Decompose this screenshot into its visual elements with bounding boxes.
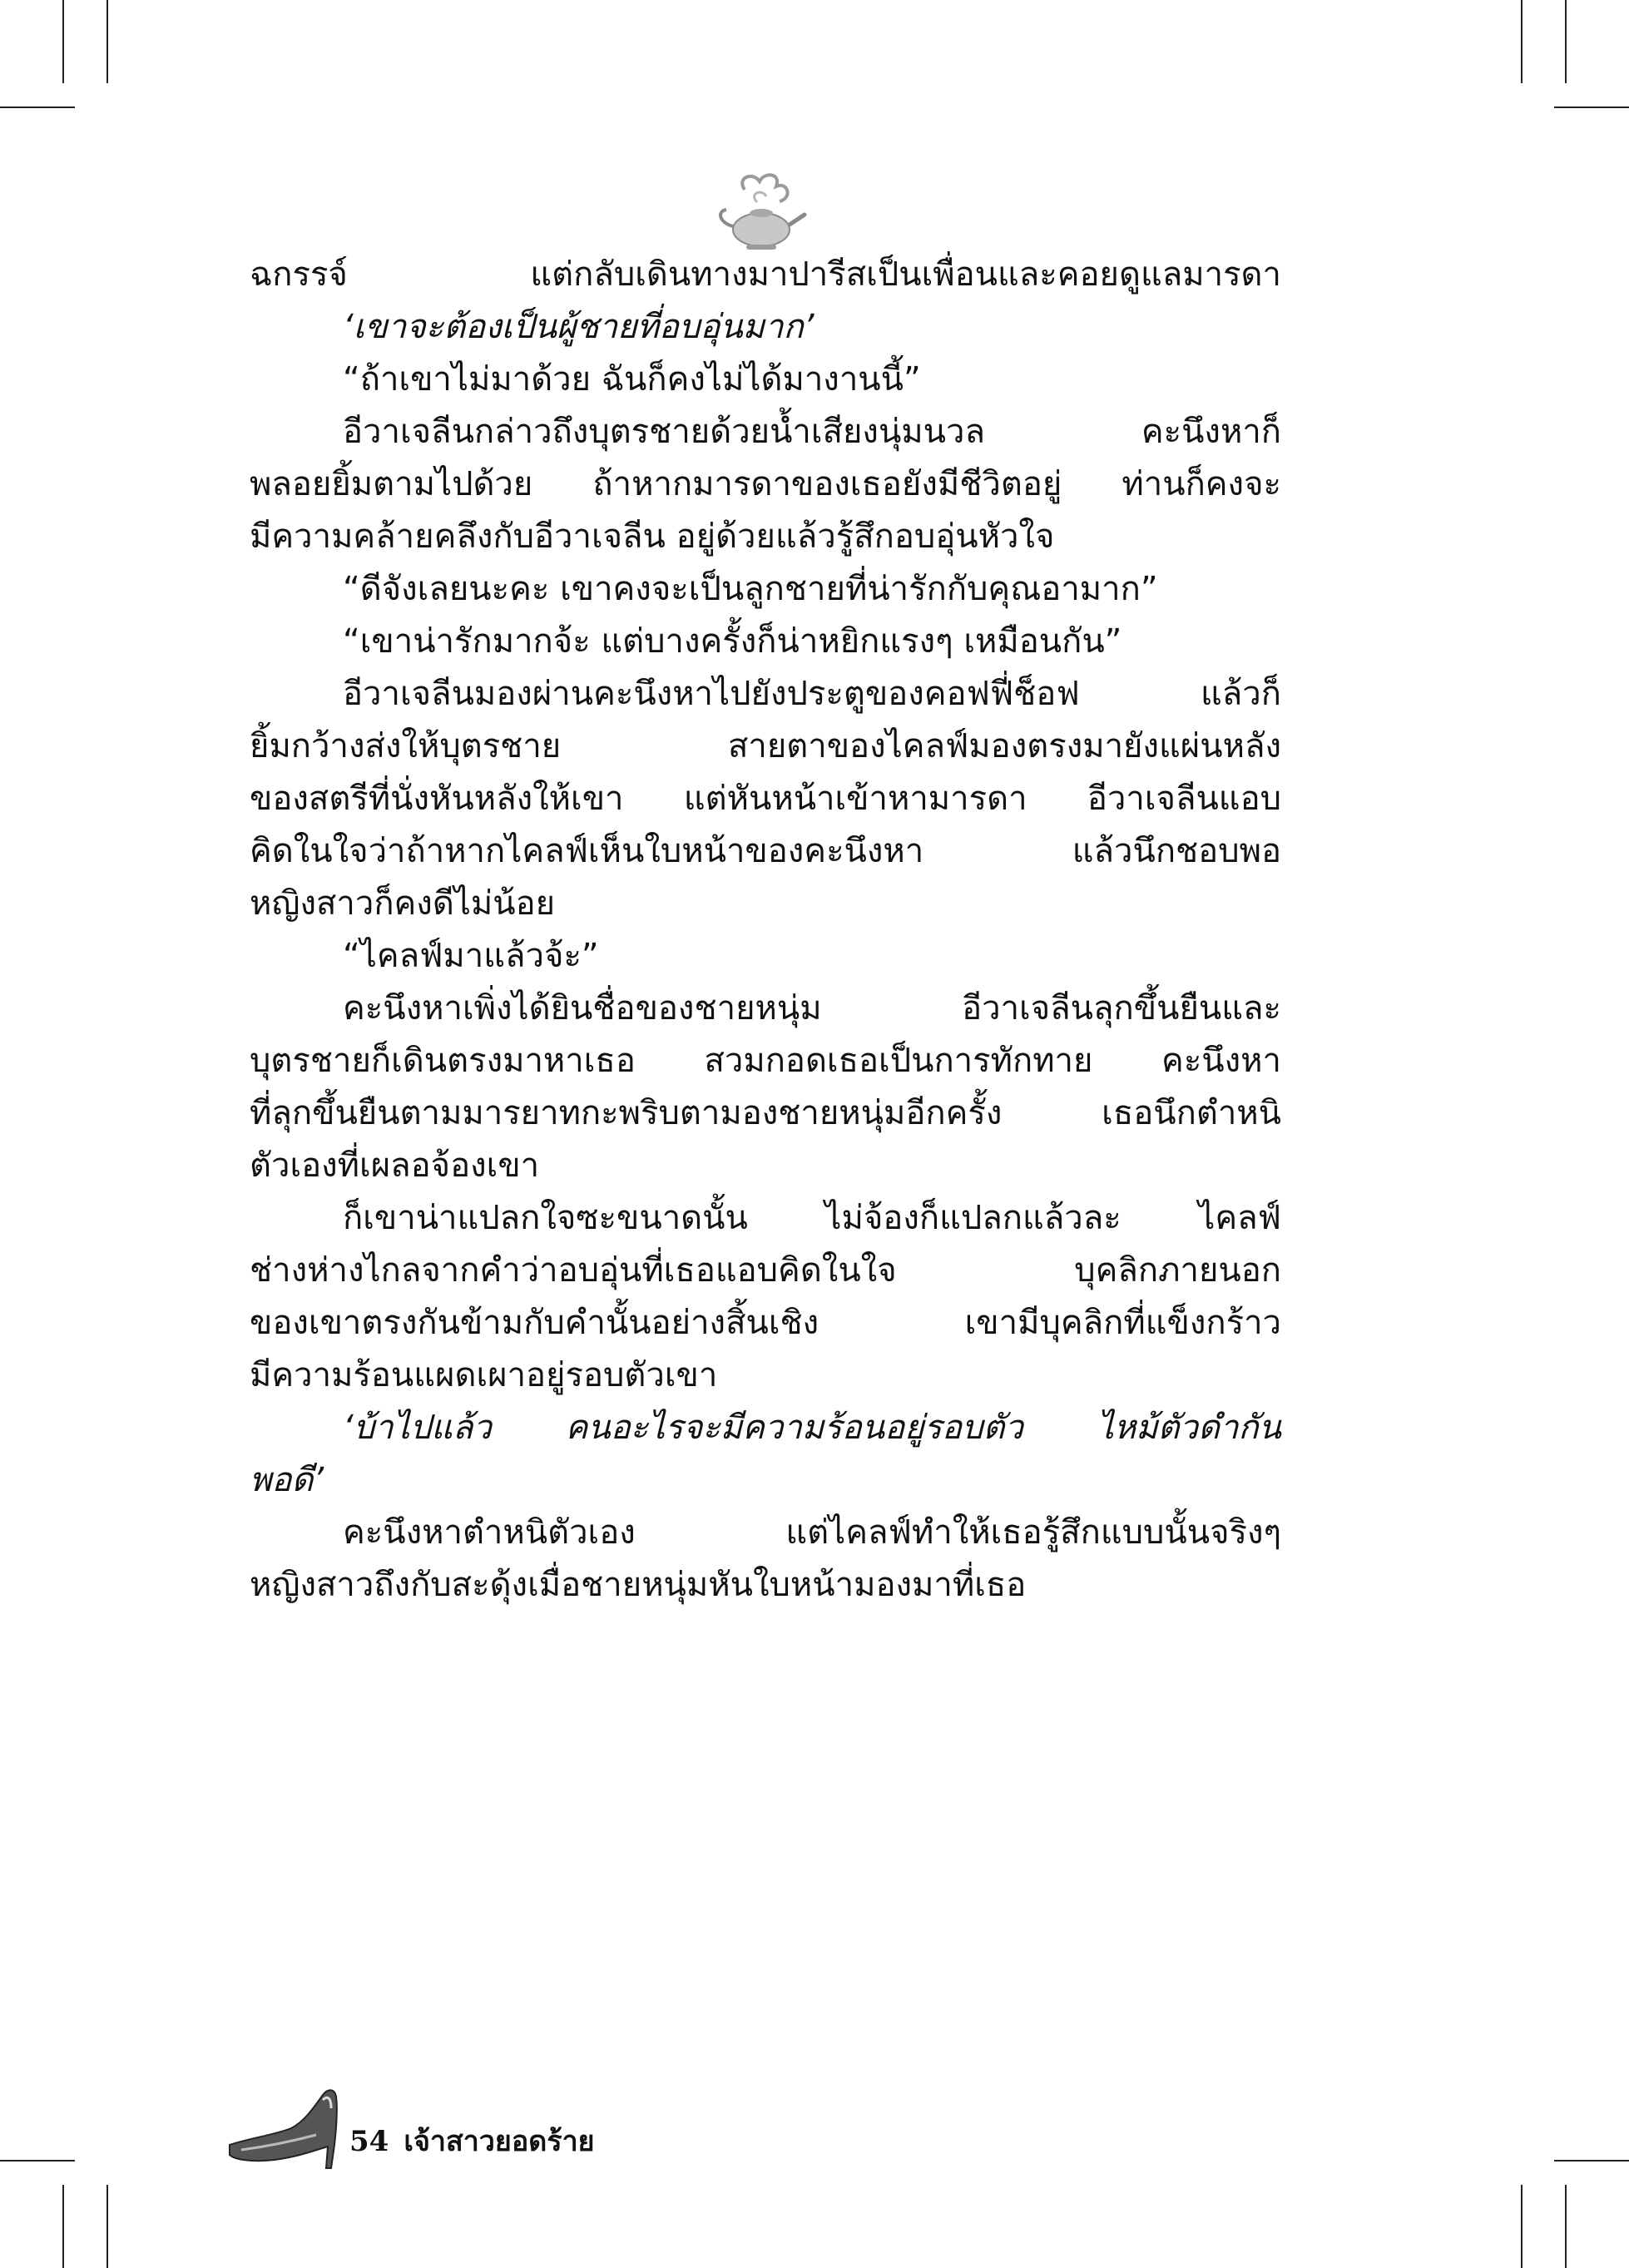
crop-mark [1521,2185,1523,2268]
high-heel-shoe-icon [225,2080,349,2171]
crop-mark [106,0,108,83]
paragraph-line: มีความคล้ายคลึงกับอีวาเจลีน อยู่ด้วยแล้วรู้สึกอบอุ่นหัวใจ [250,517,1055,556]
paragraph-line: คิดในใจว่าถ้าหากไคลฟ์เห็นใบหน้าของคะนึงหา แล้วนึกชอบพอ [250,832,1281,870]
crop-mark [1565,0,1567,83]
paragraph-line: อีวาเจลีนกล่าวถึงบุตรชายด้วยน้ำเสียงนุ่มนวล คะนึงหาก็ [343,413,1281,451]
paragraph-line: “ถ้าเขาไม่มาด้วย ฉันก็คงไม่ได้มางานนี้” [343,360,921,399]
crop-mark [0,106,75,108]
paragraph-line: ของเขาตรงกันข้ามกับคำนั้นอย่างสิ้นเชิง เขามีบุคลิกที่แข็งกร้าว [250,1304,1281,1342]
page-footer [225,2080,724,2171]
paragraph-line: หญิงสาวก็คงดีไม่น้อย [250,884,556,923]
paragraph-line: ช่างห่างไกลจากคำว่าอบอุ่นที่เธอแอบคิดในใจ บุคลิกภายนอก [250,1251,1281,1290]
paragraph-line: พลอยยิ้มตามไปด้วย ถ้าหากมารดาของเธอยังมีชีวิตอยู่ ท่านก็คงจะ [250,465,1281,503]
crop-mark [106,2185,108,2268]
crop-mark [1521,0,1523,83]
paragraph-line: ‘บ้าไปแล้ว คนอะไรจะมีความร้อนอยู่รอบตัว ไหม้ตัวดำกัน [343,1409,1281,1447]
paragraph-line: มีความร้อนแผดเผาอยู่รอบตัวเขา [250,1356,718,1394]
paragraph-line: ‘เขาจะต้องเป็นผู้ชายที่อบอุ่นมาก’ [343,308,814,346]
page-number: 54 [349,2125,389,2158]
paragraph-line: พอดี’ [250,1461,324,1499]
crop-mark [62,2185,64,2268]
paragraph-line: ของสตรีที่นั่งหันหลังให้เขา แต่หันหน้าเข้าหามารดา อีวาเจลีนแอบ [250,780,1281,818]
paragraph-line: “เขาน่ารักมากจ้ะ แต่บางครั้งก็น่าหยิกแรงๆ เหมือนกัน” [343,622,1122,661]
paragraph-line: ที่ลุกขึ้นยืนตามมารยาทกะพริบตามองชายหนุ่มอีกครั้ง เธอนึกตำหนิ [250,1094,1281,1132]
book-title: เจ้าสาวยอดร้าย [404,2125,595,2158]
crop-mark [1565,2185,1567,2268]
paragraph-line: ฉกรรจ์ แต่กลับเดินทางมาปารีสเป็นเพื่อนและคอยดูแลมารดา [250,255,1281,294]
paragraph-line: บุตรชายก็เดินตรงมาหาเธอ สวมกอดเธอเป็นการทักทาย คะนึงหา [250,1042,1281,1080]
paragraph-line: คะนึงหาเพิ่งได้ยินชื่อของชายหนุ่ม อีวาเจลีนลุกขึ้นยืนและ [343,989,1281,1028]
paragraph-line: ก็เขาน่าแปลกใจซะขนาดนั้น ไม่จ้องก็แปลกแล้วละ ไคลฟ์ [343,1199,1281,1237]
crop-mark [62,0,64,83]
paragraph-line: หญิงสาวถึงกับสะดุ้งเมื่อชายหนุ่มหันใบหน้ามองมาที่เธอ [250,1566,1027,1604]
paragraph-line: “ไคลฟ์มาแล้วจ้ะ” [343,937,599,975]
paragraph-line: ตัวเองที่เผลอจ้องเขา [250,1146,540,1185]
crop-mark [0,2160,75,2162]
folio [349,2118,595,2163]
crop-mark [1554,2160,1629,2162]
paragraph-line: คะนึงหาตำหนิตัวเอง แต่ไคลฟ์ทำให้เธอรู้สึกแบบนั้นจริงๆ [343,1513,1281,1552]
crop-mark [1554,106,1629,108]
paragraph-line: “ดีจังเลยนะคะ เขาคงจะเป็นลูกชายที่น่ารักกับคุณอามาก” [343,570,1158,608]
paragraph-line: ยิ้มกว้างส่งให้บุตรชาย สายตาของไคลฟ์มองตรงมายังแผ่นหลัง [250,727,1281,765]
paragraph-line: อีวาเจลีนมองผ่านคะนึงหาไปยังประตูของคอฟฟี่ช็อฟ แล้วก็ [343,675,1281,713]
